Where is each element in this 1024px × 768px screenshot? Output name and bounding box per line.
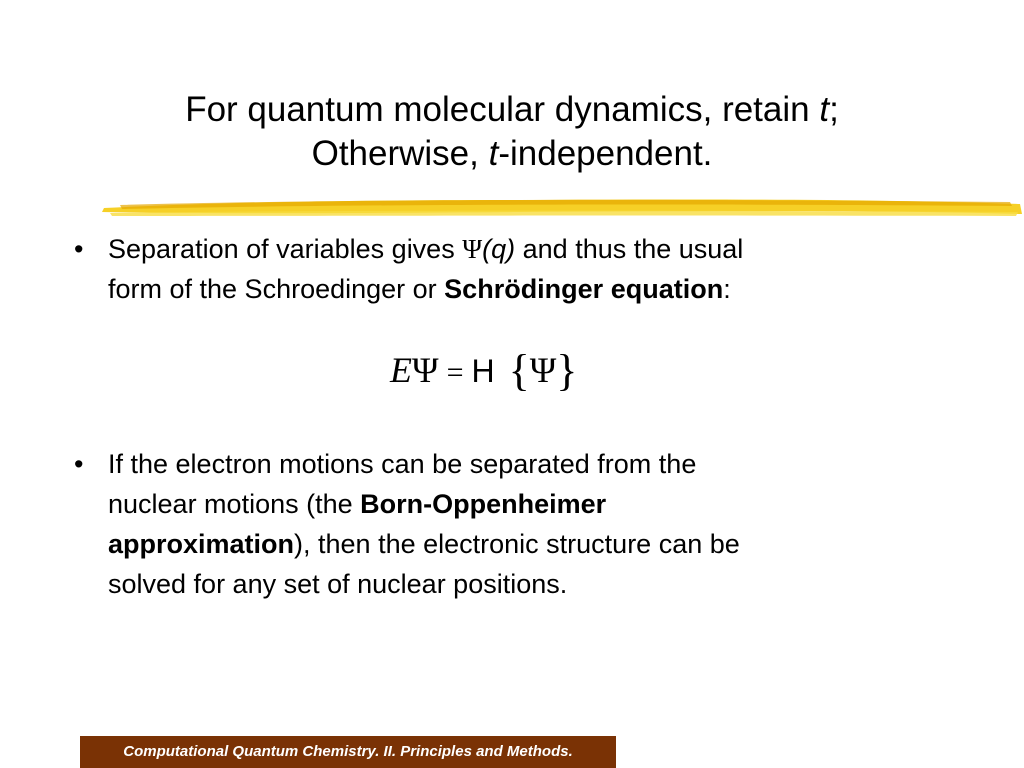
open-brace: { bbox=[508, 346, 530, 395]
psi-symbol: Ψ bbox=[462, 234, 483, 264]
title-line-2-end: -independent. bbox=[498, 134, 713, 173]
bullet-1-text-c: form of the Schroedinger or bbox=[108, 274, 445, 304]
footer-banner: Computational Quantum Chemistry. II. Principles and Methods. bbox=[80, 736, 616, 768]
equals-sign: = bbox=[446, 356, 464, 389]
bullet-2-line-3 bbox=[108, 524, 934, 564]
bullet-1-text-b: and thus the usual bbox=[515, 234, 744, 264]
highlighter-stroke bbox=[100, 188, 1024, 228]
title-line-2-text: Otherwise, bbox=[311, 134, 489, 173]
bullet-1-text-a: Separation of variables gives bbox=[108, 234, 463, 264]
bullet-separation-of-variables bbox=[74, 229, 934, 309]
title-line-2 bbox=[80, 132, 944, 176]
bullet-text bbox=[108, 444, 934, 604]
energy-symbol: E bbox=[390, 350, 412, 390]
bullet-2-line-2 bbox=[108, 484, 934, 524]
title-line-1-text: For quantum molecular dynamics, retain bbox=[185, 90, 820, 129]
approximation-term: approximation bbox=[108, 529, 295, 559]
bullet-2-text-b: ), then the electronic structure can be bbox=[294, 529, 740, 559]
bullet-2-line-4: solved for any set of nuclear positions. bbox=[108, 569, 568, 599]
psi-symbol-rhs: Ψ bbox=[529, 350, 557, 390]
hamiltonian-operator: H bbox=[471, 353, 495, 389]
bullet-marker: • bbox=[74, 449, 84, 479]
born-oppenheimer-term: Born-Oppenheimer bbox=[360, 489, 607, 519]
psi-symbol-lhs: Ψ bbox=[412, 350, 439, 390]
bullet-text bbox=[108, 229, 934, 309]
bullet-2-line-1: If the electron motions can be separated from the bbox=[108, 449, 697, 479]
schrodinger-equation-term: Schrödinger equation bbox=[444, 274, 724, 304]
schrodinger-equation bbox=[390, 340, 650, 400]
close-brace: } bbox=[556, 346, 578, 395]
title-variable-t-2: t bbox=[488, 134, 499, 173]
bullet-2-text-a: nuclear motions (the bbox=[108, 489, 361, 519]
bullet-marker: • bbox=[74, 234, 84, 264]
title-variable-t: t bbox=[819, 90, 830, 129]
psi-argument: (q) bbox=[482, 234, 516, 264]
title-line-1-end: ; bbox=[829, 90, 839, 129]
bullet-1-line-2 bbox=[108, 269, 934, 309]
slide-title bbox=[80, 88, 944, 176]
bullet-1-text-d: : bbox=[723, 274, 731, 304]
bullet-1-line-1 bbox=[108, 229, 934, 269]
bullet-born-oppenheimer bbox=[74, 444, 934, 604]
title-line-1 bbox=[80, 88, 944, 132]
